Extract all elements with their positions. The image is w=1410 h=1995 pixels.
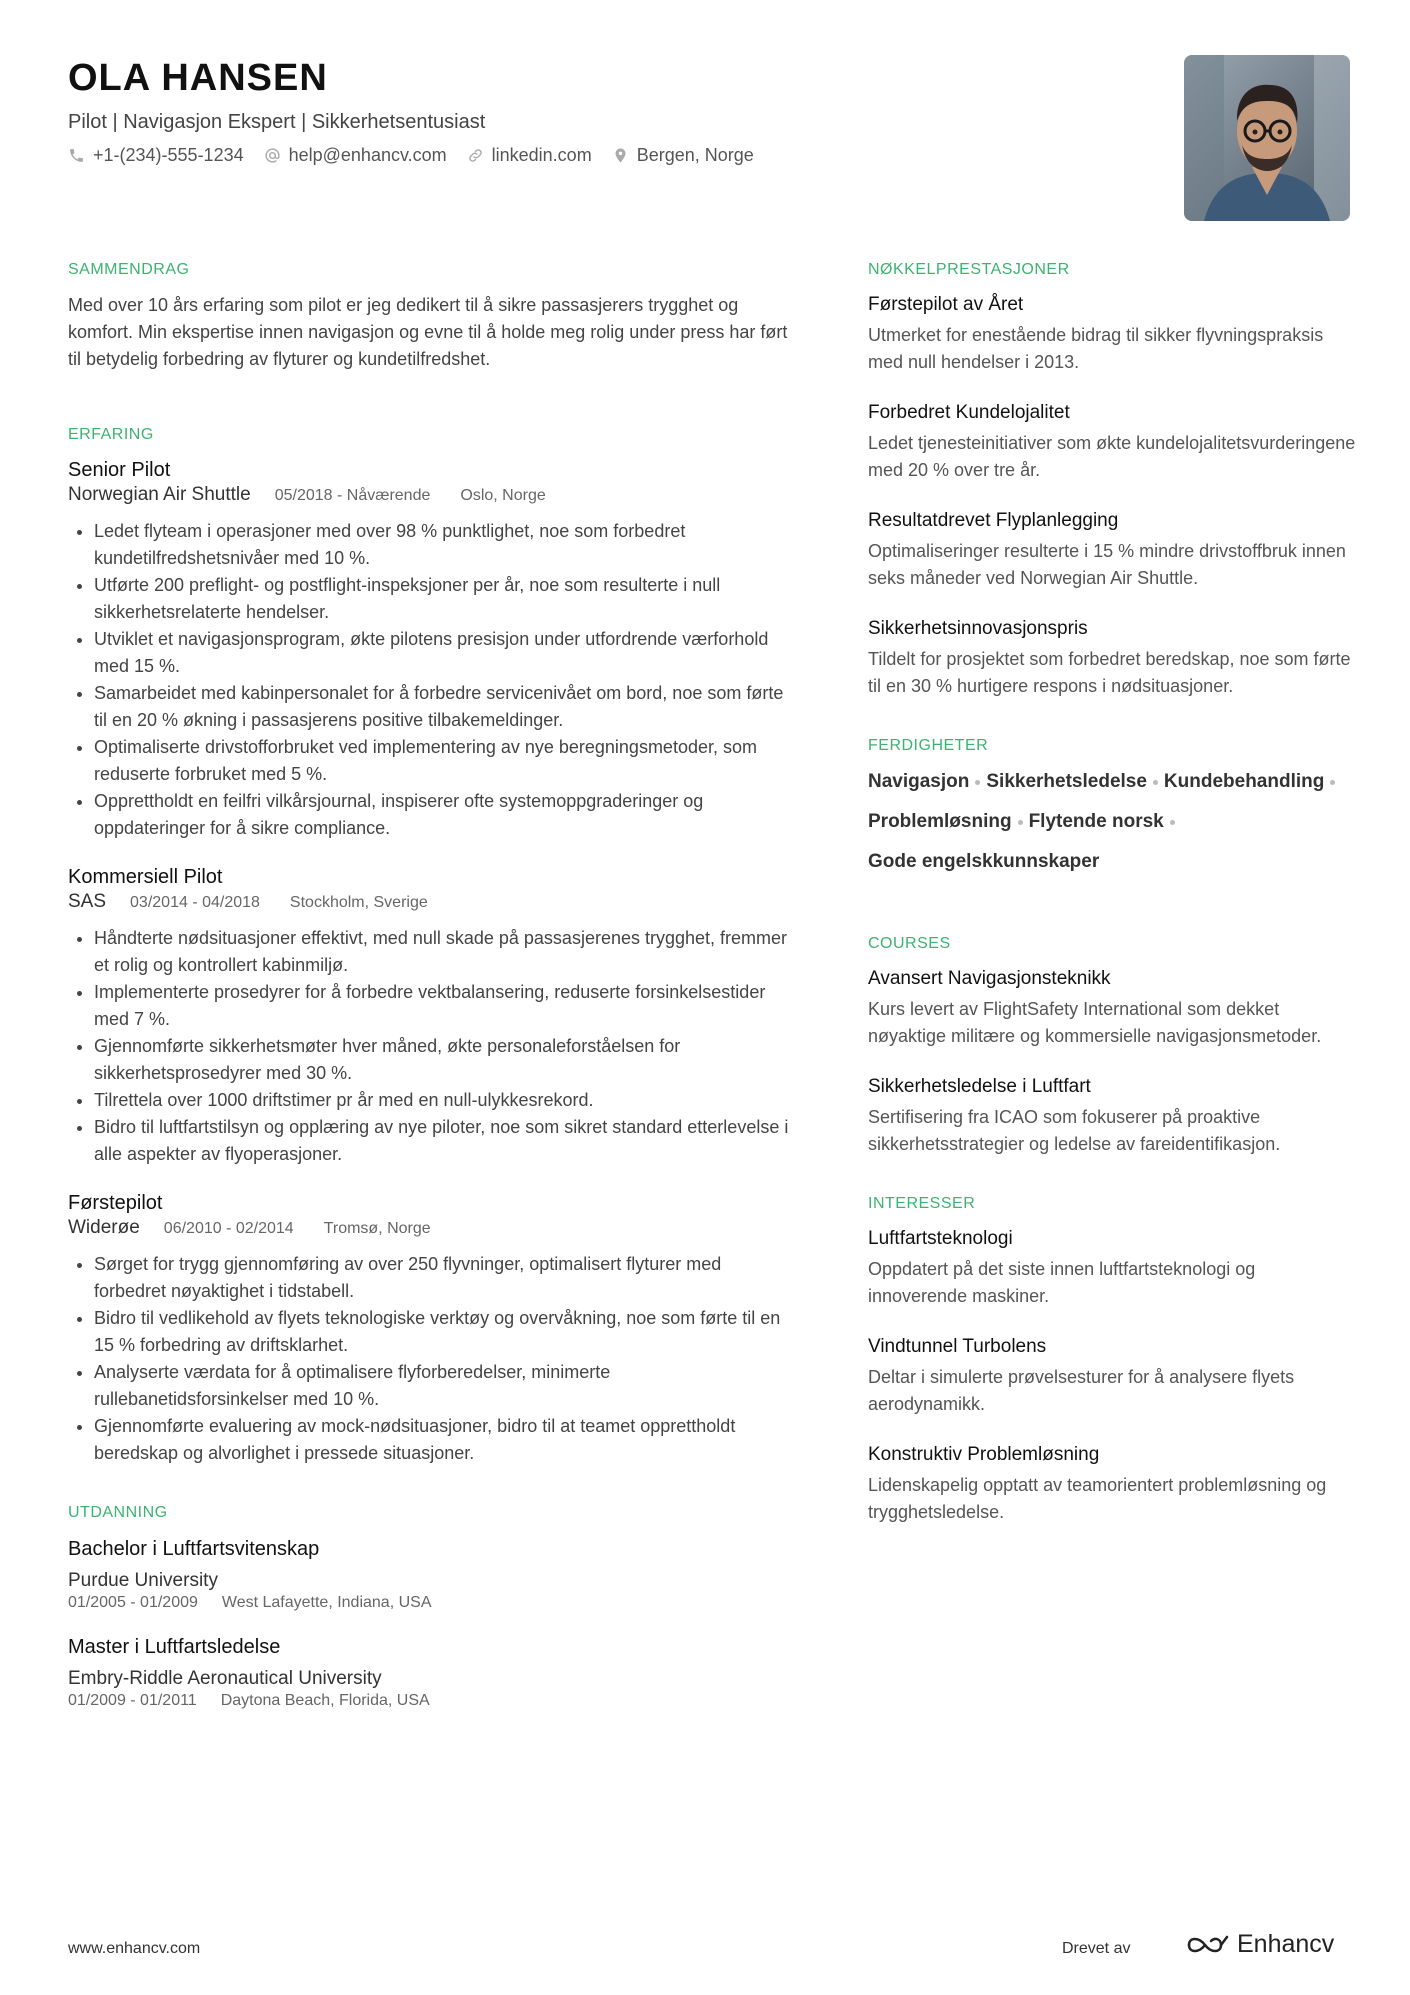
job-bullets: [68, 1251, 798, 1467]
education-meta: [68, 1593, 798, 1613]
course-desc: Kurs levert av FlightSafety International som dekket nøyaktige militære og kommersielle navigasjonsmetoder.: [868, 999, 1322, 1046]
separator-dot: [1330, 780, 1335, 785]
skills-list: [868, 768, 1358, 876]
experience-title: ERFARING: [68, 426, 154, 443]
location-text: Bergen, Norge: [636, 145, 754, 165]
separator-dot: [1170, 820, 1175, 825]
achievement-item: [868, 508, 1358, 592]
job-bullet: • Opprettholdt en feilfri vilkårsjournal, inspiserer ofte systemoppgraderinger og oppdateringer for å sikre compliance.: [94, 788, 798, 842]
achievement-title: Sikkerhetsinnovasjonspris: [868, 618, 1088, 639]
achievement-item: [868, 616, 1358, 700]
skills-title: FERDIGHETER: [868, 737, 989, 754]
email-text: help@enhancv.com: [288, 145, 447, 165]
achievements-title: NØKKELPRESTASJONER: [868, 261, 1070, 278]
job-bullet: • Gjennomførte evaluering av mock-nødsituasjoner, bidro til at teamet opprettholdt beredskap og alvorlighet i pressede situasjoner.: [94, 1413, 798, 1467]
interest-desc: Lidenskapelig opptatt av teamorientert problemløsning og trygghetsledelse.: [868, 1475, 1327, 1522]
skill-tag: Problemløsning: [868, 811, 1012, 832]
achievement-item: [868, 292, 1358, 376]
interests-title: INTERESSER: [868, 1195, 976, 1212]
summary-title: SAMMENDRAG: [68, 261, 190, 278]
interest-item: [868, 1226, 1358, 1310]
link-icon: [467, 147, 484, 164]
job-title: Senior Pilot: [68, 459, 171, 481]
education-meta: [68, 1691, 798, 1711]
job-location: Stockholm, Sverige: [289, 894, 428, 911]
at-icon: [264, 147, 281, 164]
footer-logo[interactable]: [1185, 1930, 1334, 1959]
education-location: West Lafayette, Indiana, USA: [221, 1594, 432, 1611]
achievement-title: Forbedret Kundelojalitet: [868, 402, 1070, 423]
degree-title: Master i Luftfartsledelse: [68, 1636, 281, 1658]
summary-section: [68, 258, 798, 373]
footer-url[interactable]: www.enhancv.com: [68, 1940, 201, 1957]
job-bullet: • Sørget for trygg gjennomføring av over 250 flyvninger, optimalisert flyturer med forbedret nøyaktighet i tidstabell.: [94, 1251, 798, 1305]
job-bullet: • Håndterte nødsituasjoner effektivt, med null skade på passasjerenes trygghet, fremmer et rolig og kontrollert kabinmiljø.: [94, 925, 798, 979]
separator-dot: [1153, 780, 1158, 785]
job-bullet: • Bidro til luftfartstilsyn og opplæring av nye piloter, noe som sikret standard etterlevelse i alle aspekter av flyoperasjoner.: [94, 1114, 798, 1168]
job-company: SAS: [68, 891, 107, 912]
achievement-title: Resultatdrevet Flyplanlegging: [868, 510, 1119, 531]
school-name: Purdue University: [68, 1570, 218, 1591]
phone-icon: [68, 147, 85, 164]
job-entry: [68, 1190, 798, 1467]
interests-section: [868, 1192, 1358, 1526]
skill-tag: Sikkerhetsledelse: [986, 771, 1147, 792]
job-title: Kommersiell Pilot: [68, 866, 223, 888]
separator-dot: [975, 780, 980, 785]
location-pin-icon: [612, 147, 629, 164]
left-column: [68, 258, 798, 1731]
interest-title: Luftfartsteknologi: [868, 1228, 1013, 1249]
footer-powered-by: Drevet av: [1062, 1940, 1131, 1957]
skill-tag: Flytende norsk: [1028, 811, 1164, 832]
job-dates: 05/2018 - Nåværende: [274, 487, 431, 504]
right-column: [868, 258, 1358, 1550]
achievement-title: Førstepilot av Året: [868, 294, 1024, 315]
phone-text: +1-(234)-555-1234: [93, 145, 244, 165]
courses-section: [868, 932, 1358, 1158]
job-meta: [68, 483, 798, 508]
job-location: Oslo, Norge: [460, 487, 546, 504]
job-bullet: • Utviklet et navigasjonsprogram, økte pilotens presisjon under utfordrende værforhold med 15 %.: [94, 626, 798, 680]
job-dates: 06/2010 - 02/2014: [163, 1220, 294, 1237]
achievement-desc: Ledet tjenesteinitiativer som økte kundelojalitetsvurderingene med 20 % over tre år.: [868, 433, 1356, 480]
education-section: [68, 1501, 798, 1711]
education-entry: [68, 1535, 798, 1613]
job-bullet: • Samarbeidet med kabinpersonalet for å forbedre servicenivået om bord, noe som førte til en 20 % økning i passasjerens positive tilbakemeldinger.: [94, 680, 798, 734]
profile-photo: [1184, 55, 1350, 221]
job-bullet: • Analyserte værdata for å optimalisere flyforberedelser, minimerte rullebanetidsforsinkelser med 10 %.: [94, 1359, 798, 1413]
linkedin-text: linkedin.com: [491, 145, 592, 165]
achievement-item: [868, 400, 1358, 484]
skill-tag: Gode engelskkunnskaper: [868, 851, 1100, 872]
job-meta: [68, 890, 798, 915]
job-bullet: • Utførte 200 preflight- og postflight-inspeksjoner per år, noe som resulterte i null sikkerhetsrelaterte hendelser.: [94, 572, 798, 626]
resume-header: [68, 55, 1068, 166]
job-bullet: • Gjennomførte sikkerhetsmøter hver måned, økte personaleforståelsen for sikkerhetsprosedyrer med 30 %.: [94, 1033, 798, 1087]
job-title: Førstepilot: [68, 1192, 163, 1214]
education-entry: [68, 1633, 798, 1711]
summary-text: Med over 10 års erfaring som pilot er jeg dedikert til å sikre passasjerers trygghet og komfort. Min ekspertise innen navigasjon og evne til å holde meg rolig under press har ført til betydelig forbedring av flyturer og kundetilfredshet.: [68, 295, 788, 369]
job-meta: [68, 1216, 798, 1241]
education-location: Daytona Beach, Florida, USA: [220, 1692, 430, 1709]
skill-tag: Navigasjon: [868, 771, 970, 792]
contact-location: [612, 145, 754, 166]
job-company: Norwegian Air Shuttle: [68, 484, 251, 505]
skills-section: [868, 734, 1358, 876]
experience-section: [68, 423, 798, 1467]
job-location: Tromsø, Norge: [323, 1220, 431, 1237]
contact-email[interactable]: [264, 145, 447, 166]
job-company: Widerøe: [68, 1217, 140, 1238]
course-desc: Sertifisering fra ICAO som fokuserer på proaktive sikkerhetsstrategier og ledelse av fareidentifikasjon.: [868, 1107, 1281, 1154]
enhancv-logo-icon: [1185, 1932, 1231, 1958]
job-dates: 03/2014 - 04/2018: [130, 894, 260, 911]
courses-title: COURSES: [868, 935, 951, 952]
achievement-desc: Optimaliseringer resulterte i 15 % mindre drivstoffbruk innen seks måneder ved Norwegian Air Shuttle.: [868, 541, 1346, 588]
skill-tag: Kundebehandling: [1163, 771, 1325, 792]
interest-desc: Deltar i simulerte prøvelsesturer for å analysere flyets aerodynamikk.: [868, 1367, 1295, 1414]
job-bullet: • Tilrettela over 1000 driftstimer pr år med en null-ulykkesrekord.: [94, 1087, 798, 1114]
interest-item: [868, 1442, 1358, 1526]
contact-linkedin[interactable]: [467, 145, 592, 166]
separator-dot: [1018, 820, 1023, 825]
achievement-desc: Tildelt for prosjektet som forbedret beredskap, noe som førte til en 30 % hurtigere respons i nødsituasjoner.: [868, 649, 1351, 696]
contact-phone[interactable]: [68, 145, 244, 166]
education-title: UTDANNING: [68, 1504, 168, 1521]
achievement-desc: Utmerket for enestående bidrag til sikker flyvningspraksis med null hendelser i 2013.: [868, 325, 1324, 372]
interest-desc: Oppdatert på det siste innen luftfartsteknologi og innoverende maskiner.: [868, 1259, 1256, 1306]
candidate-name: OLA HANSEN: [68, 57, 328, 99]
interest-title: Vindtunnel Turbolens: [868, 1336, 1047, 1357]
achievements-section: [868, 258, 1358, 700]
job-bullets: [68, 518, 798, 842]
job-entry: [68, 864, 798, 1168]
interest-item: [868, 1334, 1358, 1418]
job-bullet: • Ledet flyteam i operasjoner med over 98 % punktlighet, noe som forbedret kundetilfredshetsnivåer med 10 %.: [94, 518, 798, 572]
course-item: [868, 1074, 1358, 1158]
footer-brand: Enhancv: [1237, 1930, 1335, 1958]
job-bullet: • Implementerte prosedyrer for å forbedre vektbalansering, reduserte forsinkelsestider med 7 %.: [94, 979, 798, 1033]
degree-title: Bachelor i Luftfartsvitenskap: [68, 1538, 320, 1560]
education-dates: 01/2009 - 01/2011: [68, 1692, 197, 1709]
contact-row: [68, 145, 1068, 166]
candidate-tagline: Pilot | Navigasjon Ekspert | Sikkerhetsentusiast: [68, 111, 486, 133]
course-item: [868, 966, 1358, 1050]
job-bullet: • Bidro til vedlikehold av flyets teknologiske verktøy og overvåkning, noe som førte til en 15 % forbedring av driftsklarhet.: [94, 1305, 798, 1359]
school-name: Embry-Riddle Aeronautical University: [68, 1668, 382, 1689]
course-title: Sikkerhetsledelse i Luftfart: [868, 1076, 1091, 1097]
interest-title: Konstruktiv Problemløsning: [868, 1444, 1100, 1465]
job-bullet: • Optimaliserte drivstofforbruket ved implementering av nye beregningsmetoder, som reduserte forbruket med 5 %.: [94, 734, 798, 788]
avatar: [1184, 55, 1350, 221]
job-entry: [68, 457, 798, 842]
job-bullets: [68, 925, 798, 1168]
education-dates: 01/2005 - 01/2009: [68, 1594, 198, 1611]
course-title: Avansert Navigasjonsteknikk: [868, 968, 1111, 989]
